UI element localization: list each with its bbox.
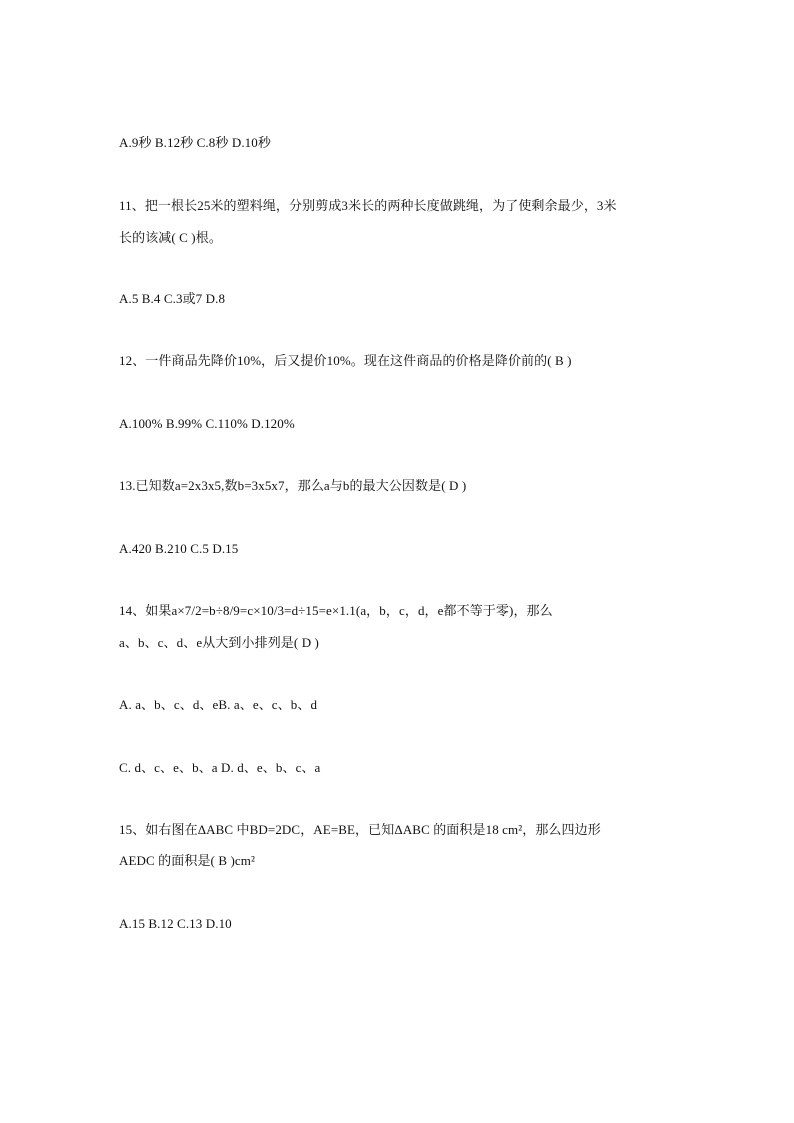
- q12-text: 12、一件商品先降价10%，后又提价10%。现在这件商品的价格是降价前的( B ): [119, 353, 572, 368]
- q11-text-line1: 11、把一根长25米的塑料绳，分别剪成3米长的两种长度做跳绳，为了使剩余最少，3米: [119, 198, 617, 213]
- q15-text-line2: AEDC 的面积是( B )cm²: [119, 853, 255, 868]
- q12-options: A.100% B.99% C.110% D.120%: [119, 416, 295, 431]
- q14-text-line2: a、b、c、d、e从大到小排列是( D ): [119, 635, 319, 650]
- q11-options: A.5 B.4 C.3或7 D.8: [119, 291, 226, 306]
- q13-text: 13.已知数a=2x3x5,数b=3x5x7，那么a与b的最大公因数是( D ): [119, 478, 467, 493]
- q13-options: A.420 B.210 C.5 D.15: [119, 541, 239, 556]
- q11-text-line2: 长的该减( C )根。: [119, 230, 222, 245]
- q15-text-line1: 15、如右图在ΔABC 中BD=2DC，AE=BE，已知ΔABC 的面积是18 cm²，那么四边形: [119, 822, 601, 837]
- q14-options-line1: A. a、b、c、d、eB. a、e、c、b、d: [119, 697, 318, 712]
- q10-options: A.9秒 B.12秒 C.8秒 D.10秒: [119, 135, 271, 150]
- q15-options: A.15 B.12 C.13 D.10: [119, 916, 232, 931]
- q14-options-line2: C. d、c、e、b、a D. d、e、b、c、a: [119, 760, 321, 775]
- q14-text-line1: 14、如果a×7/2=b÷8/9=c×10/3=d÷15=e×1.1(a，b，c，d，e都不等于零)，那么: [119, 603, 553, 618]
